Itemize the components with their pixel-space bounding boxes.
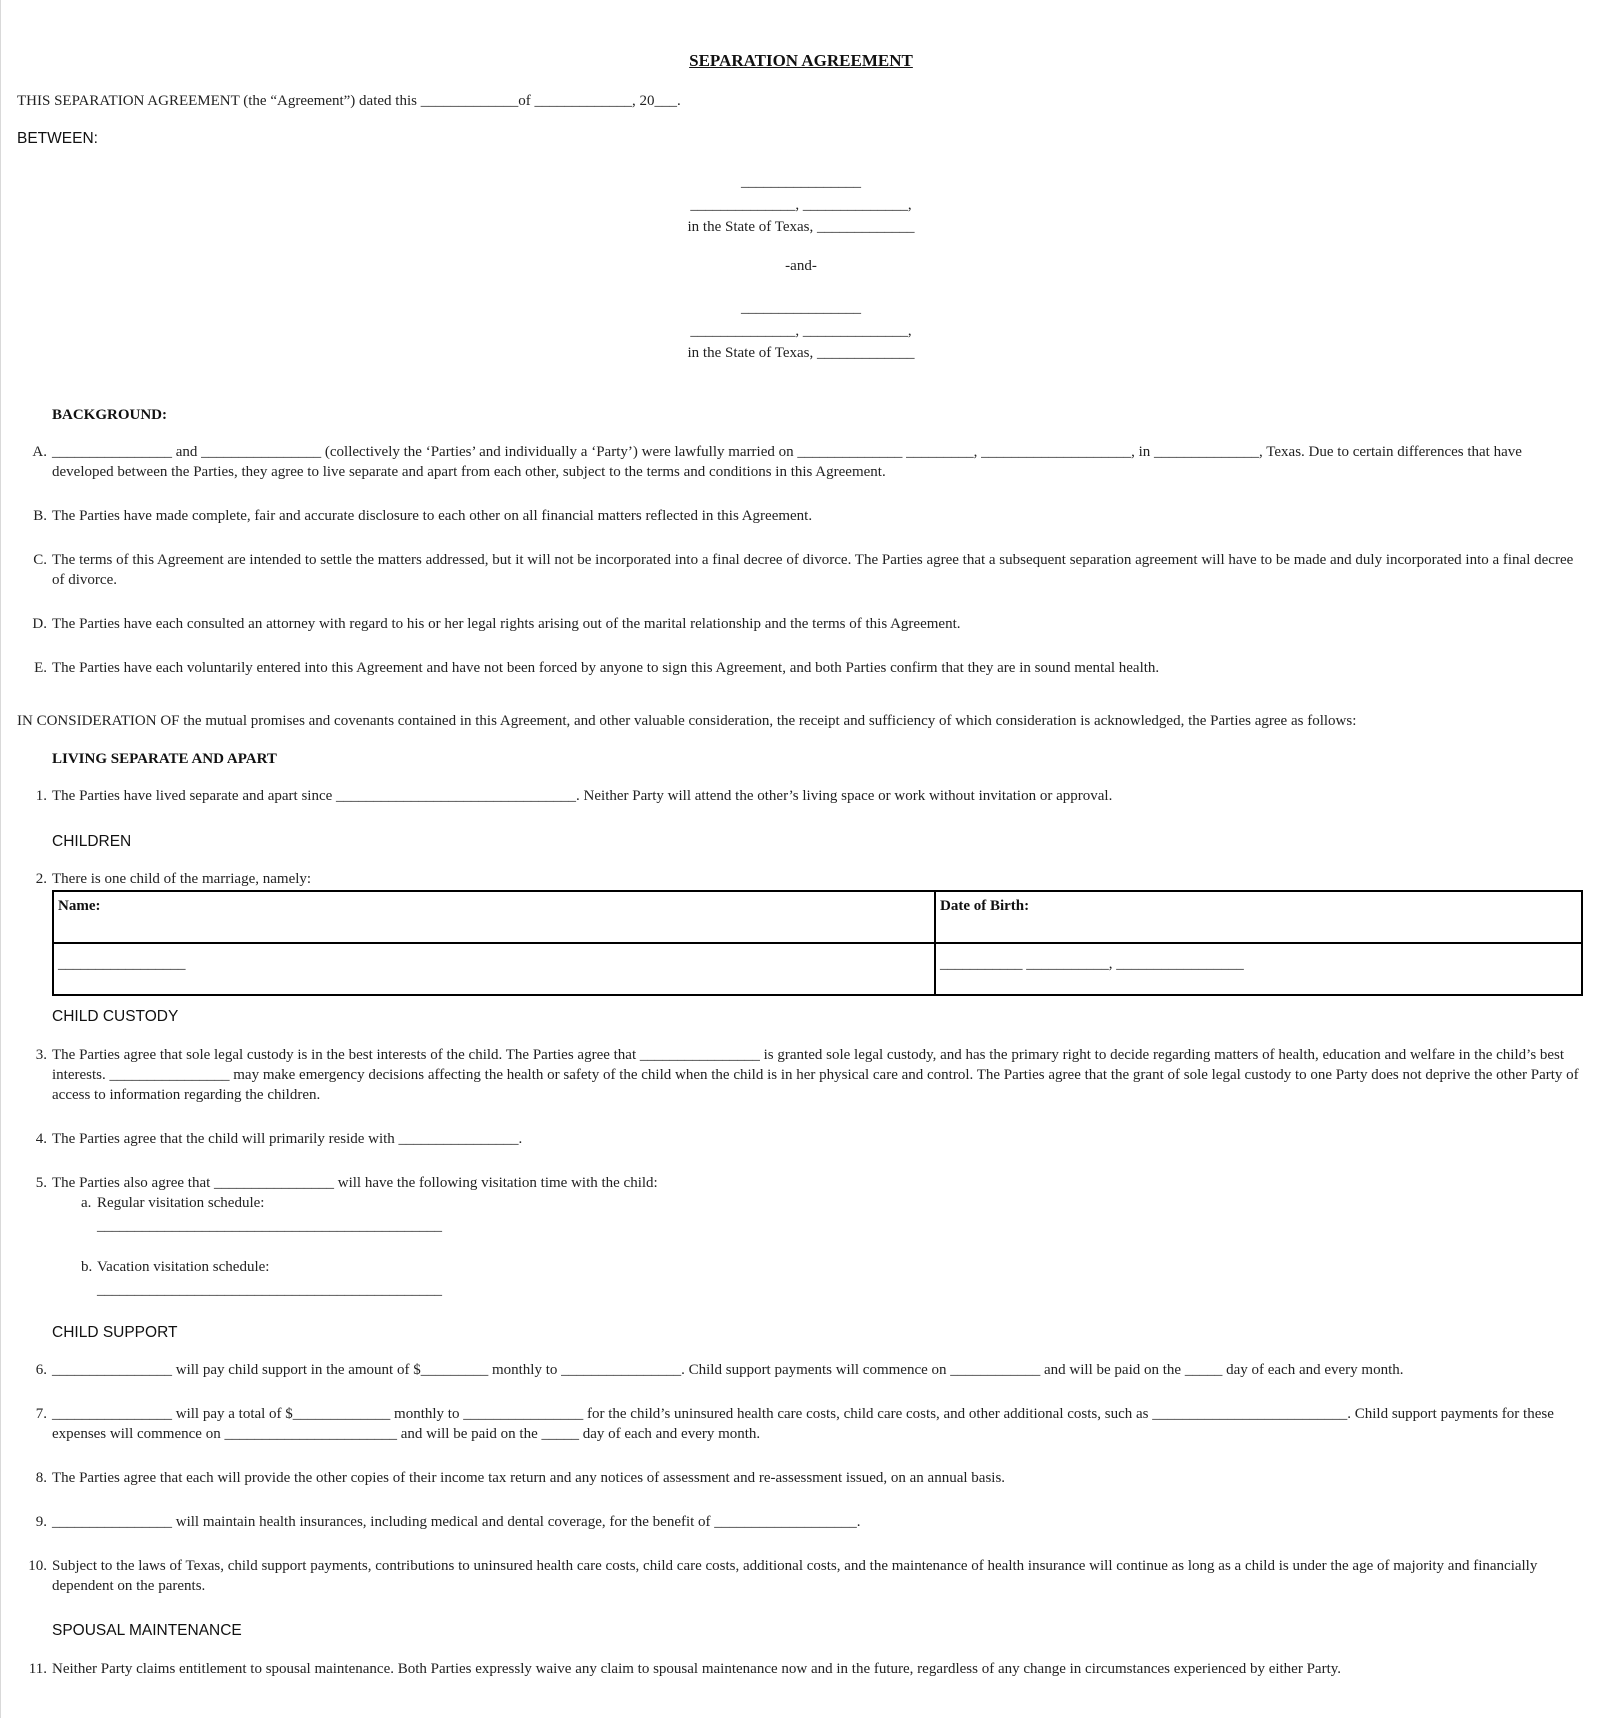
party1-state-line: in the State of Texas, _____________ bbox=[687, 219, 915, 235]
item-marker: 1. bbox=[35, 788, 47, 804]
table-header-row bbox=[53, 891, 1582, 943]
item-marker: 4. bbox=[35, 1131, 47, 1147]
vacation-visitation-label: Vacation visitation schedule: bbox=[97, 1259, 270, 1275]
support-item-7: ________________ will pay a total of $_____________ monthly to ________________ for the child’s uninsured health care costs, child care costs, and other additional costs, such as __________________________. Child support payments for these expenses will commence on _______________________ and will be paid on the _____ day of each and every month. bbox=[52, 1406, 1554, 1442]
sub-marker: a. bbox=[81, 1195, 92, 1211]
agreement-intro: THIS SEPARATION AGREEMENT (the “Agreement”) dated this _____________of _____________, 20___. bbox=[17, 93, 681, 109]
background-item-c: The terms of this Agreement are intended to settle the matters addressed, but it will not be incorporated into a final decree of divorce. The Parties agree that a subsequent separation agreement will have to be made and duly incorporated into a final decree of divorce. bbox=[52, 552, 1574, 588]
item-marker: D. bbox=[32, 616, 47, 632]
vacation-visitation-line: ______________________________________________ bbox=[97, 1282, 442, 1298]
support-item-10: Subject to the laws of Texas, child support payments, contributions to uninsured health care costs, child care costs, additional costs, and the maintenance of health insurance will continue as long as a child is under the age of majority and financially dependent on the parents. bbox=[52, 1558, 1538, 1594]
support-item-9: ________________ will maintain health insurances, including medical and dental coverage, for the benefit of ___________________. bbox=[52, 1514, 861, 1530]
party1-address-line: ______________, ______________, bbox=[690, 197, 912, 213]
table-header-dob: Date of Birth: bbox=[935, 891, 1582, 943]
table-cell-name bbox=[53, 943, 935, 995]
item-marker: 9. bbox=[35, 1514, 47, 1530]
item-marker: 8. bbox=[35, 1470, 47, 1486]
item-marker: E. bbox=[34, 660, 47, 676]
custody-item-3: The Parties agree that sole legal custody is in the best interests of the child. The Parties agree that ________________ is granted sole legal custody, and has the primary right to decide regarding matters of health, education and welfare in the child’s best interests. ________________ may make emergency decisions affecting the health or safety of the child when the child is in her physical care and control. The Parties agree that the grant of sole legal custody to one Party does not deprive the other Party of access to information regarding the children. bbox=[52, 1047, 1579, 1103]
support-item-6: ________________ will pay child support in the amount of $_________ monthly to ________________. Child support payments will commence on ____________ and will be paid on the _____ day of each and every month. bbox=[52, 1362, 1404, 1378]
custody-item-4: The Parties agree that the child will primarily reside with ________________. bbox=[52, 1131, 523, 1147]
child-custody-heading: CHILD CUSTODY bbox=[52, 1008, 179, 1025]
child-table bbox=[52, 890, 1583, 996]
background-heading: BACKGROUND: bbox=[52, 407, 167, 423]
background-item-b: The Parties have made complete, fair and accurate disclosure to each other on all financial matters reflected in this Agreement. bbox=[52, 508, 813, 524]
item-marker: 2. bbox=[35, 871, 47, 887]
background-item-e: The Parties have each voluntarily entered into this Agreement and have not been forced by anyone to sign this Agreement, and both Parties confirm that they are in sound mental health. bbox=[52, 660, 1160, 676]
living-separate-heading: LIVING SEPARATE AND APART bbox=[52, 751, 277, 767]
item-marker: 7. bbox=[35, 1406, 47, 1422]
consideration-paragraph: IN CONSIDERATION OF the mutual promises and covenants contained in this Agreement, and other valuable consideration, the receipt and sufficiency of which consideration is acknowledged, the Parties agree as follows: bbox=[17, 713, 1357, 729]
living-item-1: The Parties have lived separate and apart since ________________________________. Neither Party will attend the other’s living space or work without invitation or approval. bbox=[52, 788, 1113, 804]
child-name-line: _________________ bbox=[58, 956, 186, 972]
item-marker: A. bbox=[32, 444, 47, 460]
item-marker: 5. bbox=[35, 1175, 47, 1191]
and-separator: -and- bbox=[785, 258, 817, 274]
party2-name-line: ________________ bbox=[741, 300, 861, 316]
spousal-item-11: Neither Party claims entitlement to spousal maintenance. Both Parties expressly waive any claim to spousal maintenance now and in the future, regardless of any change in circumstances experienced by either Party. bbox=[52, 1661, 1342, 1677]
party2-address-line: ______________, ______________, bbox=[690, 323, 912, 339]
document-title: SEPARATION AGREEMENT bbox=[689, 51, 913, 70]
table-cell-dob bbox=[935, 943, 1582, 995]
party2-state-line: in the State of Texas, _____________ bbox=[687, 345, 915, 361]
item-marker: C. bbox=[33, 552, 47, 568]
item-marker: B. bbox=[33, 508, 47, 524]
item-marker: 10. bbox=[28, 1558, 47, 1574]
custody-item-5: The Parties also agree that ________________ will have the following visitation time with the child: bbox=[52, 1175, 658, 1191]
table-row bbox=[53, 943, 1582, 995]
item-marker: 11. bbox=[28, 1661, 47, 1677]
regular-visitation-line: ______________________________________________ bbox=[97, 1218, 442, 1234]
background-item-d: The Parties have each consulted an attorney with regard to his or her legal rights arising out of the marital relationship and the terms of this Agreement. bbox=[52, 616, 961, 632]
item-marker: 6. bbox=[35, 1362, 47, 1378]
support-item-8: The Parties agree that each will provide the other copies of their income tax return and any notices of assessment and re-assessment issued, on an annual basis. bbox=[52, 1470, 1006, 1486]
children-heading: CHILDREN bbox=[52, 833, 132, 850]
children-item-2: There is one child of the marriage, namely: bbox=[52, 871, 312, 887]
sub-marker: b. bbox=[81, 1259, 93, 1275]
child-support-heading: CHILD SUPPORT bbox=[52, 1324, 178, 1341]
table-header-name: Name: bbox=[53, 891, 935, 943]
spousal-maintenance-heading: SPOUSAL MAINTENANCE bbox=[52, 1622, 242, 1639]
party1-name-line: ________________ bbox=[741, 174, 861, 190]
item-marker: 3. bbox=[35, 1047, 47, 1063]
between-label: BETWEEN: bbox=[17, 130, 98, 147]
background-item-a: ________________ and ________________ (collectively the ‘Parties’ and individually a ‘Party’) were lawfully married on ______________ _________, ____________________, in ______________, Texas. Due to certain differences that have developed between the Parties, they agree to live separate and apart from each other, subject to the terms and conditions in this Agreement. bbox=[52, 444, 1522, 480]
child-dob-line: ___________ ___________, _________________ bbox=[940, 956, 1244, 972]
regular-visitation-label: Regular visitation schedule: bbox=[97, 1195, 265, 1211]
